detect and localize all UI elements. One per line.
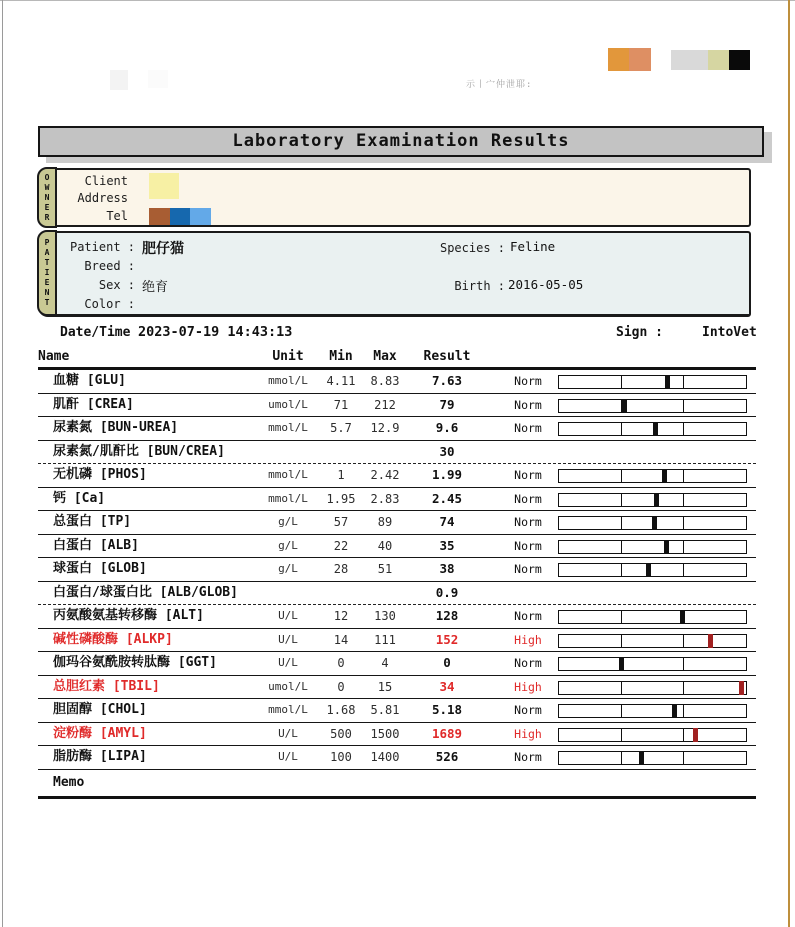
gauge-divider bbox=[683, 729, 684, 741]
table-row bbox=[38, 417, 756, 441]
range-gauge bbox=[558, 563, 747, 577]
status-flag: High bbox=[514, 726, 542, 741]
result-marker bbox=[646, 563, 651, 577]
header-unit: Unit bbox=[272, 349, 304, 364]
min-value: 0 bbox=[337, 679, 345, 694]
max-value: 2.83 bbox=[370, 491, 400, 506]
report-title: Laboratory Examination Results bbox=[38, 126, 764, 157]
gauge-divider bbox=[683, 423, 684, 435]
tel-redaction-blue bbox=[170, 208, 190, 225]
result-value: 5.18 bbox=[431, 702, 463, 717]
status-flag: High bbox=[514, 632, 542, 647]
owner-side-tab: OWNER bbox=[37, 167, 57, 228]
unit-value: g/L bbox=[278, 538, 298, 552]
range-gauge bbox=[558, 634, 747, 648]
test-name: 尿素氮 [BUN-UREA] bbox=[53, 420, 179, 435]
gauge-divider bbox=[683, 752, 684, 764]
client-redaction-box bbox=[149, 173, 179, 199]
result-marker bbox=[739, 681, 744, 695]
status-flag: Norm bbox=[514, 374, 542, 388]
status-flag: Norm bbox=[514, 468, 542, 482]
table-row bbox=[38, 582, 756, 606]
result-marker bbox=[639, 751, 644, 765]
patient-side-tab: PATIENT bbox=[37, 230, 57, 316]
max-value: 15 bbox=[377, 679, 393, 694]
gauge-divider bbox=[621, 517, 622, 529]
test-name: 白蛋白 [ALB] bbox=[53, 537, 139, 553]
memo-row bbox=[38, 770, 756, 799]
result-value: 7.63 bbox=[431, 373, 463, 388]
species-label: Species : bbox=[439, 241, 505, 255]
result-value: 30 bbox=[439, 443, 455, 459]
gauge-divider bbox=[621, 635, 622, 647]
result-marker bbox=[619, 657, 624, 671]
range-gauge bbox=[558, 610, 747, 624]
sign-label: Sign : bbox=[616, 325, 663, 340]
result-marker bbox=[680, 610, 685, 624]
test-name: 脂肪酶 [LIPA] bbox=[53, 749, 147, 764]
range-gauge bbox=[558, 399, 747, 413]
table-row bbox=[38, 464, 756, 488]
test-name: 无机磷 [PHOS] bbox=[53, 467, 147, 482]
min-value: 1.95 bbox=[326, 491, 356, 506]
min-value: 0 bbox=[337, 656, 345, 670]
redacted-logo-box bbox=[110, 70, 128, 90]
min-value: 1.68 bbox=[326, 703, 356, 717]
min-value: 57 bbox=[333, 515, 349, 529]
client-label: Client bbox=[84, 174, 128, 188]
gauge-divider bbox=[683, 658, 684, 670]
test-name: 肌酐 [CREA] bbox=[53, 396, 134, 412]
result-value: 152 bbox=[435, 631, 459, 647]
result-marker bbox=[622, 399, 627, 413]
table-row bbox=[38, 441, 756, 465]
table-row bbox=[38, 370, 756, 394]
max-value: 111 bbox=[374, 632, 396, 647]
unit-value: umol/L bbox=[268, 679, 308, 693]
memo-label: Memo bbox=[53, 774, 85, 790]
status-flag: Norm bbox=[514, 538, 542, 553]
gauge-divider bbox=[683, 541, 684, 553]
gauge-divider bbox=[621, 611, 622, 623]
status-flag: Norm bbox=[514, 491, 542, 506]
test-name: 尿素氮/肌酐比 [BUN/CREA] bbox=[53, 443, 225, 459]
range-gauge bbox=[558, 728, 747, 742]
test-name: 淀粉酶 [AMYL] bbox=[53, 725, 147, 741]
status-flag: Norm bbox=[514, 750, 542, 764]
min-value: 1 bbox=[337, 468, 345, 482]
gauge-divider bbox=[621, 423, 622, 435]
tel-label: Tel bbox=[106, 209, 128, 223]
min-value: 100 bbox=[330, 750, 352, 764]
min-value: 5.7 bbox=[330, 421, 352, 435]
gauge-divider bbox=[621, 705, 622, 717]
result-value: 1689 bbox=[431, 725, 463, 741]
unit-value: mmol/L bbox=[268, 468, 308, 481]
gauge-divider bbox=[683, 400, 684, 412]
max-value: 212 bbox=[374, 397, 396, 412]
status-flag: High bbox=[514, 679, 542, 694]
faint-header-text: 示丨宀仲泄耶: bbox=[466, 80, 533, 90]
test-name: 胆固醇 [CHOL] bbox=[53, 702, 147, 717]
unit-value: U/L bbox=[278, 632, 298, 646]
gauge-divider bbox=[621, 470, 622, 482]
unit-value: mmol/L bbox=[268, 421, 308, 434]
patient-name-value: 肥仔猫 bbox=[142, 241, 184, 257]
gauge-divider bbox=[621, 682, 622, 694]
result-marker bbox=[672, 704, 677, 718]
result-value: 35 bbox=[439, 537, 455, 553]
birth-label: Birth : bbox=[454, 279, 505, 293]
gauge-divider bbox=[683, 682, 684, 694]
table-row bbox=[38, 652, 756, 676]
gauge-divider bbox=[621, 752, 622, 764]
test-name: 总蛋白 [TP] bbox=[53, 514, 132, 529]
test-name: 总胆红素 [TBIL] bbox=[53, 678, 160, 694]
sex-value: 绝育 bbox=[142, 280, 169, 295]
test-name: 碱性磷酸酶 [ALKP] bbox=[53, 631, 173, 647]
tel-redaction-lightblue bbox=[190, 208, 211, 225]
gauge-divider bbox=[621, 729, 622, 741]
page-left-edge bbox=[2, 0, 3, 927]
unit-value: mmol/L bbox=[268, 703, 308, 716]
table-row bbox=[38, 699, 756, 723]
page-right-edge bbox=[788, 0, 790, 927]
gauge-divider bbox=[683, 564, 684, 576]
table-header-row bbox=[38, 346, 756, 370]
status-flag: Norm bbox=[514, 421, 542, 435]
header-min: Min bbox=[329, 349, 353, 364]
result-value: 1.99 bbox=[431, 467, 463, 482]
decor-block-orange bbox=[608, 48, 629, 71]
range-gauge bbox=[558, 540, 747, 554]
status-flag: Norm bbox=[514, 562, 542, 576]
max-value: 51 bbox=[377, 562, 393, 576]
unit-value: g/L bbox=[278, 562, 298, 575]
redacted-logo-box-2 bbox=[148, 70, 168, 88]
header-name: Name bbox=[38, 349, 70, 364]
lab-table-body bbox=[38, 370, 756, 770]
sex-label: Sex : bbox=[98, 278, 135, 292]
gauge-divider bbox=[621, 494, 622, 506]
result-marker bbox=[693, 728, 698, 742]
unit-value: mmol/L bbox=[268, 374, 308, 387]
gauge-divider bbox=[621, 564, 622, 576]
range-gauge bbox=[558, 375, 747, 389]
unit-value: U/L bbox=[278, 609, 298, 622]
result-value: 526 bbox=[435, 749, 459, 764]
range-gauge bbox=[558, 657, 747, 671]
header-max: Max bbox=[373, 349, 397, 364]
max-value: 2.42 bbox=[370, 468, 400, 482]
min-value: 14 bbox=[333, 632, 349, 647]
tel-redaction-brown bbox=[149, 208, 170, 225]
result-value: 128 bbox=[435, 608, 459, 623]
gauge-divider bbox=[621, 376, 622, 388]
result-value: 0 bbox=[443, 655, 451, 670]
max-value: 12.9 bbox=[370, 421, 400, 435]
result-value: 34 bbox=[439, 678, 455, 694]
table-row bbox=[38, 511, 756, 535]
result-marker bbox=[664, 540, 669, 554]
gauge-divider bbox=[683, 635, 684, 647]
test-name: 伽玛谷氨酰胺转肽酶 [GGT] bbox=[53, 655, 217, 670]
table-row bbox=[38, 629, 756, 653]
max-value: 40 bbox=[377, 538, 393, 553]
min-value: 4.11 bbox=[326, 374, 356, 388]
min-value: 28 bbox=[333, 562, 349, 576]
decor-block-gray bbox=[671, 50, 708, 70]
test-name: 白蛋白/球蛋白比 [ALB/GLOB] bbox=[53, 584, 238, 600]
max-value: 1400 bbox=[370, 750, 400, 764]
result-value: 2.45 bbox=[431, 490, 463, 506]
unit-value: mmol/L bbox=[268, 491, 308, 505]
unit-value: U/L bbox=[278, 750, 298, 763]
result-marker bbox=[662, 469, 667, 483]
range-gauge bbox=[558, 751, 747, 765]
max-value: 4 bbox=[381, 656, 389, 670]
table-row bbox=[38, 676, 756, 700]
max-value: 8.83 bbox=[370, 374, 400, 388]
table-row bbox=[38, 394, 756, 418]
test-name: 钙 [Ca] bbox=[53, 490, 106, 506]
test-name: 球蛋白 [GLOB] bbox=[53, 561, 147, 576]
range-gauge bbox=[558, 422, 747, 436]
gauge-divider bbox=[683, 470, 684, 482]
page-top-edge bbox=[0, 0, 795, 1]
gauge-divider bbox=[621, 541, 622, 553]
table-row bbox=[38, 605, 756, 629]
results-table bbox=[38, 346, 756, 799]
decor-block-black bbox=[729, 50, 750, 70]
patient-label: Patient : bbox=[69, 240, 135, 254]
result-value: 0.9 bbox=[435, 584, 459, 600]
table-row bbox=[38, 723, 756, 747]
datetime-value: 2023-07-19 14:43:13 bbox=[138, 324, 293, 340]
species-value: Feline bbox=[510, 239, 556, 254]
gauge-divider bbox=[683, 494, 684, 506]
unit-value: U/L bbox=[278, 726, 298, 740]
result-marker bbox=[653, 422, 658, 436]
datetime-label: Date/Time bbox=[60, 325, 131, 340]
min-value: 71 bbox=[333, 397, 349, 412]
result-value: 74 bbox=[439, 514, 455, 529]
birth-value: 2016-05-05 bbox=[508, 277, 584, 292]
max-value: 89 bbox=[377, 515, 393, 529]
min-value: 500 bbox=[330, 726, 352, 741]
table-row bbox=[38, 488, 756, 512]
max-value: 130 bbox=[374, 609, 396, 623]
result-value: 79 bbox=[439, 396, 455, 412]
range-gauge bbox=[558, 681, 747, 695]
breed-label: Breed : bbox=[84, 259, 135, 273]
status-flag: Norm bbox=[514, 609, 542, 623]
table-row bbox=[38, 746, 756, 770]
header-result: Result bbox=[423, 349, 471, 364]
result-marker bbox=[652, 516, 657, 530]
range-gauge bbox=[558, 469, 747, 483]
result-marker bbox=[665, 375, 670, 389]
unit-value: U/L bbox=[278, 656, 298, 669]
patient-panel bbox=[38, 231, 751, 317]
range-gauge bbox=[558, 516, 747, 530]
result-value: 38 bbox=[439, 561, 455, 576]
owner-panel bbox=[38, 168, 751, 227]
status-flag: Norm bbox=[514, 656, 542, 670]
address-label: Address bbox=[77, 191, 128, 205]
decor-block-khaki bbox=[708, 50, 729, 70]
table-row bbox=[38, 558, 756, 582]
sign-value: IntoVet bbox=[702, 325, 757, 340]
max-value: 1500 bbox=[370, 726, 400, 741]
gauge-divider bbox=[683, 705, 684, 717]
result-value: 9.6 bbox=[435, 420, 459, 435]
status-flag: Norm bbox=[514, 397, 542, 412]
decor-block-salmon bbox=[629, 48, 651, 71]
status-flag: Norm bbox=[514, 515, 542, 529]
test-name: 丙氨酸氨基转移酶 [ALT] bbox=[53, 608, 204, 623]
result-marker bbox=[708, 634, 713, 648]
test-name: 血糖 [GLU] bbox=[53, 373, 126, 388]
gauge-divider bbox=[683, 517, 684, 529]
table-row bbox=[38, 535, 756, 559]
min-value: 22 bbox=[333, 538, 349, 553]
color-label: Color : bbox=[84, 297, 135, 311]
result-marker bbox=[654, 493, 659, 507]
unit-value: umol/L bbox=[268, 397, 308, 411]
status-flag: Norm bbox=[514, 703, 542, 717]
range-gauge bbox=[558, 704, 747, 718]
gauge-divider bbox=[683, 376, 684, 388]
min-value: 12 bbox=[333, 609, 349, 623]
range-gauge bbox=[558, 493, 747, 507]
unit-value: g/L bbox=[278, 515, 298, 528]
max-value: 5.81 bbox=[370, 703, 400, 717]
